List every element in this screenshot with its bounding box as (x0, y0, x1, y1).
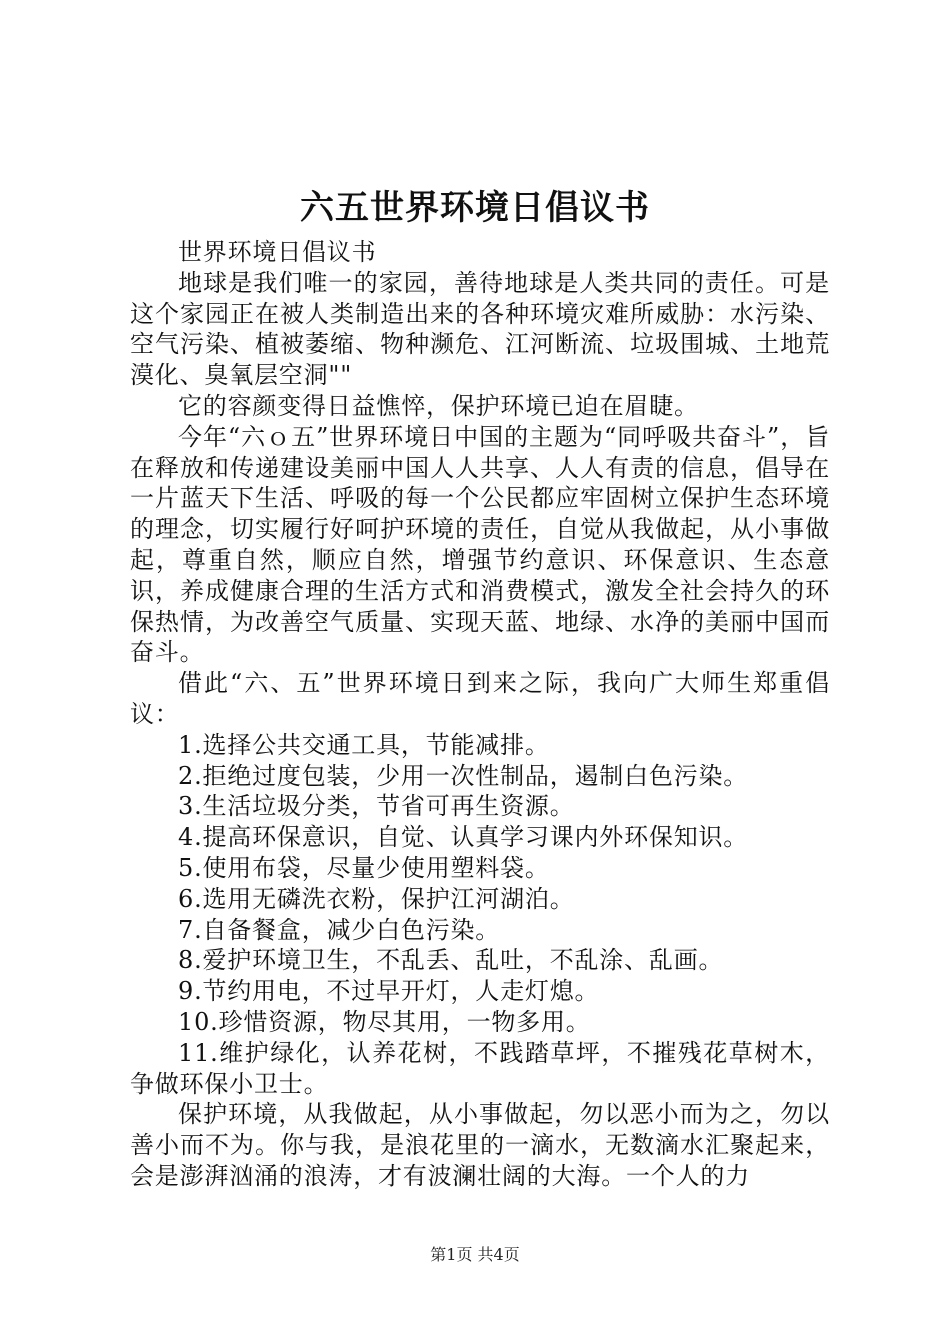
paragraph-theme: 今年“六ｏ五”世界环境日中国的主题为“同呼吸共奋斗”，旨在释放和传递建设美丽中国人人共享、人人有责的信息，倡导在一片蓝天下生活、呼吸的每一个公民都应牢固树立保护生态环境的理念，切实履行好呵护环境的责任，自觉从我做起，从小事做起，尊重自然，顺应自然，增强节约意识、环保意识、生态意识，养成健康合理的生活方式和消费模式，激发全社会持久的环保热情，为改善空气质量、实现天蓝、地绿、水净的美丽中国而奋斗。 (130, 422, 830, 667)
proposal-item: 9.节约用电，不过早开灯，人走灯熄。 (178, 977, 600, 1006)
proposal-item: 8.爱护环境卫生，不乱丢、乱吐，不乱涂、乱画。 (178, 946, 724, 975)
paragraph-urgency: 它的容颜变得日益憔悴，保护环境已迫在眉睫。 (178, 391, 699, 420)
proposal-item: 11.维护绿化，认养花树，不践踏草坪，不摧残花草树木，争做环保小卫士。 (130, 1038, 830, 1098)
page-footer: 第1页 共4页 (430, 1245, 520, 1264)
paragraph-subtitle: 世界环境日倡议书 (178, 238, 377, 266)
proposal-item: 10.珍惜资源，物尽其用，一物多用。 (178, 1007, 591, 1036)
proposal-item: 5.使用布袋，尽量少使用塑料袋。 (178, 853, 550, 882)
paragraph-call: 借此“六、五”世界环境日到来之际，我向广大师生郑重倡议： (130, 669, 830, 728)
paragraph-intro: 地球是我们唯一的家园，善待地球是人类共同的责任。可是这个家园正在被人类制造出来的各种环境灾难所威胁：水污染、空气污染、植被萎缩、物种濒危、江河断流、垃圾围城、土地荒漠化、臭氧层空洞"" (130, 268, 830, 390)
proposal-item: 1.选择公共交通工具，节能减排。 (178, 730, 550, 759)
document-title: 六五世界环境日倡议书 (300, 188, 650, 228)
proposal-item: 7.自备餐盒，减少白色污染。 (178, 915, 501, 944)
proposal-item: 3.生活垃圾分类，节省可再生资源。 (178, 792, 575, 821)
proposal-item: 2.拒绝过度包装，少用一次性制品，遏制白色污染。 (178, 761, 749, 790)
proposal-item: 4.提高环保意识，自觉、认真学习课内外环保知识。 (178, 823, 749, 852)
paragraph-closing: 保护环境，从我做起，从小事做起，勿以恶小而为之，勿以善小而不为。你与我，是浪花里的一滴水，无数滴水汇聚起来，会是澎湃汹涌的浪涛，才有波澜壮阔的大海。一个人的力 (130, 1100, 830, 1190)
proposal-item: 6.选用无磷洗衣粉，保护江河湖泊。 (178, 884, 575, 913)
document-body (130, 237, 830, 1192)
